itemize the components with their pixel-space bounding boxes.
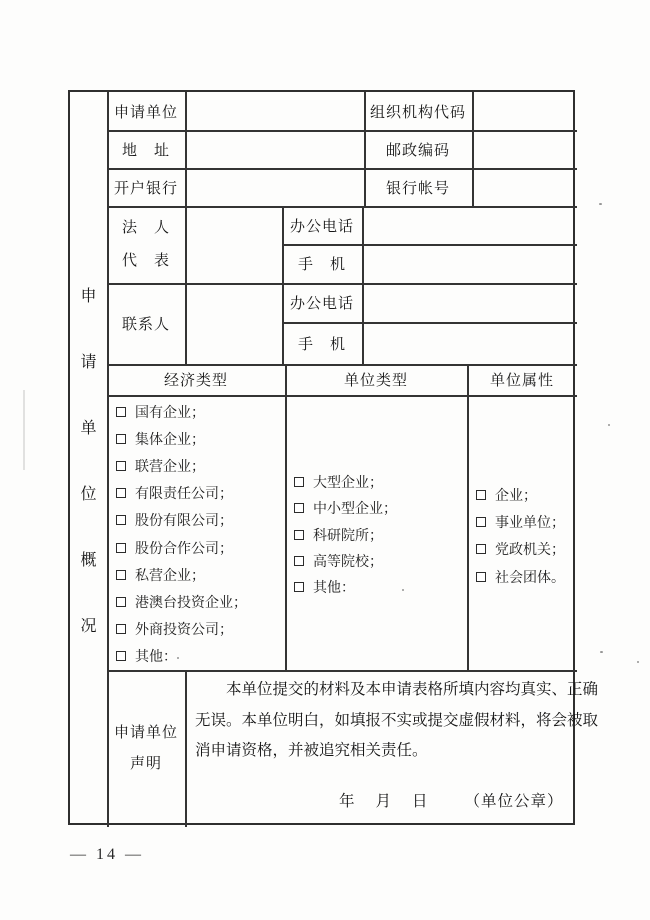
checkbox-option: [116, 398, 285, 425]
checkbox-label: 党政机关；: [495, 543, 565, 559]
contact-mobile-label: 手 机: [297, 336, 346, 353]
checkbox-option: [294, 548, 467, 574]
checkbox-option: [116, 507, 285, 534]
org-code-field: [472, 92, 577, 130]
checkbox-icon: [116, 461, 126, 471]
checkbox-label: 联营企业；: [135, 459, 205, 475]
declaration-label-line1: 申请单位: [113, 724, 178, 741]
legal-rep-label: [107, 206, 185, 283]
checkbox-label: 国有企业；: [135, 405, 205, 421]
checkbox-option: [116, 643, 285, 670]
postal-code-field: [472, 130, 577, 168]
checkbox-label: 其他：: [135, 650, 177, 666]
bank-account-label: 银行帐号: [385, 180, 450, 197]
declaration-line: 无误。本单位明白，如填报不实或提交虚假材料，将会被取: [195, 711, 599, 729]
org-code-label: 组织机构代码: [369, 104, 466, 121]
checkbox-icon: [116, 434, 126, 444]
checkbox-option: [116, 588, 285, 615]
contact-mobile-field: [362, 322, 577, 364]
declaration-line: 本单位提交的材料及本申请表格所填内容均真实、正确: [226, 681, 599, 698]
date-month-label: 月: [375, 793, 392, 810]
legal-mobile-field: [362, 244, 577, 283]
checkbox-icon: [294, 582, 304, 592]
scan-speck: [600, 651, 603, 653]
checkbox-option: [116, 616, 285, 643]
date-day-label: 日: [412, 793, 428, 810]
checkbox-option: [116, 480, 285, 507]
applicant-label: 申请单位: [113, 104, 178, 121]
unit-type-header: 单位类型: [343, 373, 408, 389]
contact-office-phone-field: [362, 283, 577, 322]
checkbox-option: [294, 469, 467, 495]
checkbox-label: 股份合作公司；: [135, 541, 233, 557]
checkbox-label: 高等院校；: [313, 555, 383, 571]
checkbox-label: 港澳台投资企业；: [135, 595, 247, 611]
checkbox-label: 股份有限公司；: [135, 514, 233, 530]
bank-account-field: [472, 168, 577, 206]
checkbox-label: 科研院所；: [313, 528, 383, 544]
contact-label: 联系人: [121, 317, 170, 333]
checkbox-option: [476, 481, 577, 508]
scan-speck: [608, 424, 610, 426]
bank-name-field: [185, 168, 364, 206]
checkbox-option: [116, 425, 285, 452]
declaration-line: 消申请资格，并被追究相关责任。: [195, 742, 428, 759]
bank-label: 开户银行: [113, 180, 178, 197]
legal-rep-label-line1: 法 人: [121, 219, 170, 236]
checkbox-icon: [116, 570, 126, 580]
legal-rep-name-field: [185, 206, 282, 283]
address-label: 地 址: [121, 142, 170, 159]
declaration-label-line2: 声明: [129, 755, 162, 772]
declaration-label: [107, 670, 185, 827]
section-side-title: [70, 92, 107, 827]
address-field: [185, 130, 364, 168]
checkbox-icon: [116, 407, 126, 417]
checkbox-icon: [476, 517, 486, 527]
checkbox-icon: [476, 572, 486, 582]
checkbox-label: 企业；: [495, 488, 537, 504]
side-title-char: 位: [80, 486, 97, 503]
checkbox-label: 大型企业；: [313, 476, 383, 492]
checkbox-option: [294, 495, 467, 521]
scan-speck: [402, 589, 404, 591]
checkbox-icon: [116, 543, 126, 553]
checkbox-icon: [116, 515, 126, 525]
checkbox-label: 社会团体。: [495, 570, 565, 586]
side-title-char: 概: [80, 552, 97, 569]
scan-speck: [177, 657, 179, 659]
checkbox-label: 私营企业；: [135, 568, 205, 584]
checkbox-label: 中小型企业；: [313, 502, 397, 518]
checkbox-label: 有限责任公司；: [135, 487, 233, 503]
checkbox-label: 事业单位；: [495, 515, 565, 531]
checkbox-option: [116, 561, 285, 588]
unit-attribute-options: [467, 395, 577, 670]
application-form-table: [68, 90, 599, 825]
legal-rep-label-line2: 代 表: [121, 252, 170, 269]
checkbox-icon: [476, 490, 486, 500]
side-title-char: 申: [80, 288, 97, 305]
unit-type-options: [285, 395, 467, 670]
contact-name-field: [185, 283, 282, 364]
checkbox-icon: [294, 530, 304, 540]
checkbox-icon: [116, 597, 126, 607]
unit-seal-label: （单位公章）: [464, 793, 564, 810]
checkbox-option: [476, 508, 577, 535]
economic-type-header: 经济类型: [163, 373, 228, 389]
checkbox-option: [116, 534, 285, 561]
checkbox-icon: [116, 624, 126, 634]
applicant-name-field: [185, 92, 364, 130]
checkbox-label: 其他：: [313, 581, 355, 597]
checkbox-label: 外商投资公司；: [135, 623, 233, 639]
date-year-label: 年: [339, 793, 355, 810]
checkbox-option: [476, 536, 577, 563]
scan-speck: [637, 661, 639, 663]
side-title-char: 况: [80, 618, 97, 635]
scan-speck: [599, 203, 602, 205]
legal-office-phone-label: 办公电话: [289, 218, 354, 235]
economic-type-options: [107, 395, 285, 670]
contact-office-phone-label: 办公电话: [289, 296, 354, 312]
checkbox-option: [116, 452, 285, 479]
checkbox-option: [294, 522, 467, 548]
scan-edge-artifact: [23, 390, 25, 470]
legal-mobile-label: 手 机: [297, 257, 346, 273]
checkbox-icon: [294, 556, 304, 566]
checkbox-icon: [294, 503, 304, 513]
declaration-date-line: [339, 789, 564, 811]
legal-office-phone-field: [362, 206, 577, 244]
checkbox-label: 集体企业；: [135, 432, 205, 448]
checkbox-icon: [116, 651, 126, 661]
page-number: — 14 —: [70, 846, 144, 863]
unit-attribute-header: 单位属性: [489, 373, 554, 389]
checkbox-option: [476, 563, 577, 590]
checkbox-option: [294, 574, 467, 600]
checkbox-icon: [476, 544, 486, 554]
checkbox-icon: [116, 488, 126, 498]
side-title-char: 请: [80, 354, 97, 371]
side-title-char: 单: [80, 420, 97, 437]
checkbox-icon: [294, 477, 304, 487]
postal-code-label: 邮政编码: [385, 142, 450, 159]
